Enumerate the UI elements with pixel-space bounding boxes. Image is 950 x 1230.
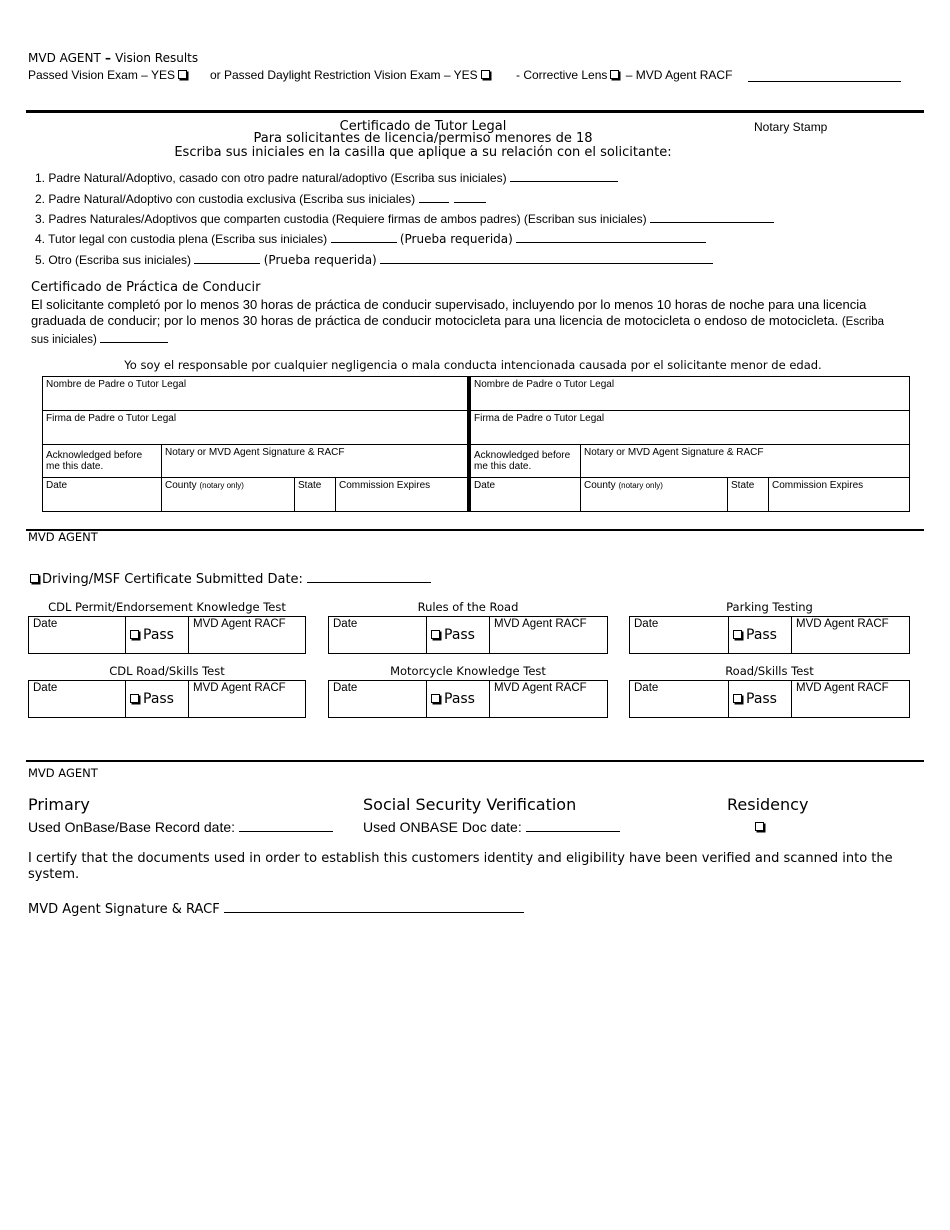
- test-cdl-permit: [28, 600, 306, 654]
- parent-signature-label: Firma de Padre o Tutor Legal: [46, 413, 177, 424]
- ssv-row: [363, 817, 620, 835]
- test-pass-checkbox[interactable]: [427, 681, 490, 718]
- test-date-label: Date: [33, 682, 58, 694]
- notary-signature-label: Notary or MVD Agent Signature & RACF: [165, 447, 345, 458]
- state-field[interactable]: [728, 478, 769, 512]
- initials-field-2[interactable]: [454, 190, 486, 203]
- pass-label: Pass: [444, 691, 475, 707]
- corrective-lens-checkbox[interactable]: [610, 70, 619, 79]
- notary-stamp-label: Notary Stamp: [754, 120, 828, 134]
- test-racf-field[interactable]: [792, 681, 910, 718]
- practice-text: El solicitante completó por lo menos 30 horas de práctica de conducir supervisado, incluyendo por lo menos 10 horas de noche para una licencia graduada de conducir; por lo menos 30 horas de práctica de conducir motocicleta para una licencia de motocicleta o endoso de motocicleta.: [31, 297, 867, 328]
- pass-box: [733, 630, 742, 639]
- divider: [26, 529, 924, 531]
- proof-field[interactable]: [516, 230, 706, 243]
- relationship-item-label: 2. Padre Natural/Adoptivo con custodia exclusiva (Escriba sus iniciales): [35, 192, 416, 206]
- test-racf-field[interactable]: [189, 617, 306, 654]
- parent-name-label: Nombre de Padre o Tutor Legal: [474, 379, 615, 390]
- commission-field[interactable]: [769, 478, 910, 512]
- divider: [26, 760, 924, 762]
- test-date-field[interactable]: [29, 681, 126, 718]
- county-label: County: [584, 480, 616, 491]
- acknowledged-cell: [43, 445, 162, 478]
- table-divider: [467, 376, 470, 511]
- guardian-instructions: Escriba sus iniciales en la casilla que aplique a su relación con el solicitante:: [174, 145, 672, 160]
- initials-field[interactable]: [194, 251, 260, 264]
- commission-field[interactable]: [336, 478, 471, 512]
- guardian-subtitle: Para solicitantes de licencia/permiso menores de 18: [253, 131, 593, 146]
- pass-box: [431, 694, 440, 703]
- pass-box: [431, 630, 440, 639]
- test-racf-label: MVD Agent RACF: [796, 682, 889, 694]
- practice-body: [31, 297, 901, 348]
- state-label: State: [731, 480, 755, 491]
- vision-row: [28, 68, 190, 82]
- test-pass-checkbox[interactable]: [729, 617, 792, 654]
- notary-only-note: (notary only): [199, 481, 244, 490]
- msf-date-field[interactable]: [307, 570, 431, 583]
- county-field[interactable]: [581, 478, 728, 512]
- pass-box: [130, 694, 139, 703]
- county-field[interactable]: [162, 478, 295, 512]
- test-pass-checkbox[interactable]: [729, 681, 792, 718]
- divider: [26, 110, 924, 113]
- agent-signature-row: [28, 899, 524, 917]
- state-label: State: [298, 480, 322, 491]
- parent-signature-table-2: [470, 376, 910, 512]
- notary-date-field[interactable]: [43, 478, 162, 512]
- pass-box: [733, 694, 742, 703]
- initials-field[interactable]: [650, 210, 774, 223]
- test-title: Rules of the Road: [417, 600, 519, 614]
- msf-row: [28, 570, 431, 587]
- test-pass-checkbox[interactable]: [427, 617, 490, 654]
- proof-field[interactable]: [380, 251, 713, 264]
- test-title: CDL Road/Skills Test: [109, 664, 225, 678]
- certify-statement: I certify that the documents used in order to establish this customers identity and eligibility have been verified and scanned into the system.: [28, 851, 893, 882]
- test-motorcycle-knowledge: [328, 664, 608, 718]
- daylight-vision-checkbox[interactable]: [481, 70, 490, 79]
- acknowledged-label: Acknowledged before me this date.: [46, 450, 143, 472]
- test-racf-field[interactable]: [189, 681, 306, 718]
- parent-signature-label: Firma de Padre o Tutor Legal: [474, 413, 605, 424]
- initials-field[interactable]: [331, 230, 397, 243]
- test-racf-field[interactable]: [490, 617, 608, 654]
- parent-signature-field[interactable]: [471, 411, 910, 445]
- relationship-item-label: 1. Padre Natural/Adoptivo, casado con otro padre natural/adoptivo (Escriba sus iniciales): [35, 171, 507, 185]
- test-racf-label: MVD Agent RACF: [193, 618, 286, 630]
- passed-vision-checkbox[interactable]: [178, 70, 187, 79]
- ssv-title: Social Security Verification: [363, 795, 577, 814]
- passed-vision-label: Passed Vision Exam – YES: [28, 68, 175, 82]
- state-field[interactable]: [295, 478, 336, 512]
- parent-name-field[interactable]: [43, 377, 471, 411]
- pass-label: Pass: [746, 691, 777, 707]
- test-date-label: Date: [333, 618, 358, 630]
- test-date-label: Date: [634, 618, 659, 630]
- test-title: Road/Skills Test: [725, 664, 814, 678]
- relationship-item-label: 5. Otro (Escriba sus iniciales): [35, 253, 192, 267]
- test-pass-checkbox[interactable]: [126, 681, 189, 718]
- commission-label: Commission Expires: [772, 480, 864, 491]
- test-date-label: Date: [634, 682, 659, 694]
- notary-only-note: (notary only): [618, 481, 663, 490]
- test-racf-label: MVD Agent RACF: [494, 618, 587, 630]
- responsibility-statement: Yo soy el responsable por cualquier negligencia o mala conducta intencionada causada por el solicitante menor de edad.: [124, 358, 822, 372]
- practice-title: Certificado de Práctica de Conducir: [31, 280, 261, 295]
- tests-section-header: MVD AGENT: [28, 530, 98, 544]
- acknowledged-label: Acknowledged before me this date.: [474, 450, 571, 472]
- primary-row: [28, 817, 333, 835]
- parent-signature-table-1: [42, 376, 471, 512]
- agent-signature-field[interactable]: [224, 899, 524, 913]
- county-label: County: [165, 480, 197, 491]
- date-label: Date: [46, 480, 68, 491]
- vision-header-dash: –: [100, 51, 116, 65]
- vision-racf-field[interactable]: [748, 69, 901, 82]
- parent-name-label: Nombre de Padre o Tutor Legal: [46, 379, 187, 390]
- vision-racf-label: – MVD Agent RACF: [625, 68, 733, 82]
- pass-label: Pass: [143, 691, 174, 707]
- relationship-item-1: [35, 169, 618, 185]
- corrective-row: [516, 68, 732, 82]
- primary-title: Primary: [28, 795, 90, 814]
- test-date-label: Date: [333, 682, 358, 694]
- residency-title: Residency: [727, 795, 809, 814]
- notary-signature-label: Notary or MVD Agent Signature & RACF: [584, 447, 764, 458]
- practice-initials-label: (Escriba sus iniciales): [31, 316, 885, 346]
- relationship-item-label: 4. Tutor legal con custodia plena (Escriba sus iniciales): [35, 232, 328, 246]
- test-parking: [629, 600, 910, 654]
- practice-initials-field[interactable]: [100, 330, 168, 343]
- msf-label: Driving/MSF Certificate Submitted Date:: [42, 572, 303, 587]
- proof-required-label: (Prueba requerida): [399, 232, 513, 246]
- msf-checkbox[interactable]: [30, 574, 39, 583]
- test-date-label: Date: [33, 618, 58, 630]
- verification-header: MVD AGENT: [28, 766, 98, 780]
- test-date-field[interactable]: [329, 681, 427, 718]
- relationship-item-label: 3. Padres Naturales/Adoptivos que comparten custodia (Requiere firmas de ambos padres) (Escriban sus iniciales): [35, 212, 647, 226]
- test-rules-of-road: [328, 600, 608, 654]
- guardian-title: Certificado de Tutor Legal: [339, 119, 507, 134]
- daylight-row: [210, 68, 493, 82]
- test-racf-field[interactable]: [490, 681, 608, 718]
- notary-signature-field[interactable]: [162, 445, 471, 478]
- vision-header-title: Vision Results: [115, 51, 199, 65]
- test-date-field[interactable]: [630, 681, 729, 718]
- acknowledged-cell: [471, 445, 581, 478]
- primary-date-label: Used OnBase/Base Record date:: [28, 819, 236, 835]
- relationship-item-5: [35, 251, 713, 267]
- pass-box: [130, 630, 139, 639]
- test-racf-field[interactable]: [792, 617, 910, 654]
- test-racf-label: MVD Agent RACF: [796, 618, 889, 630]
- relationship-item-4: [35, 230, 706, 246]
- relationship-item-3: [35, 210, 774, 226]
- notary-signature-field[interactable]: [581, 445, 910, 478]
- initials-field[interactable]: [510, 169, 618, 182]
- corrective-lens-label: - Corrective Lens: [516, 68, 608, 82]
- agent-signature-label: MVD Agent Signature & RACF: [28, 902, 220, 917]
- test-title: Motorcycle Knowledge Test: [390, 664, 546, 678]
- vision-header-agent: MVD AGENT: [28, 51, 101, 65]
- test-cdl-road-skills: [28, 664, 306, 718]
- commission-label: Commission Expires: [339, 480, 431, 491]
- vision-header: [28, 51, 198, 65]
- relationship-item-2: [35, 190, 486, 206]
- test-date-field[interactable]: [630, 617, 729, 654]
- residency-checkbox[interactable]: [755, 822, 764, 831]
- test-racf-label: MVD Agent RACF: [193, 682, 286, 694]
- initials-field[interactable]: [419, 190, 449, 203]
- parent-signature-field[interactable]: [43, 411, 471, 445]
- test-pass-checkbox[interactable]: [126, 617, 189, 654]
- primary-date-field[interactable]: [239, 817, 333, 832]
- ssv-date-field[interactable]: [526, 817, 620, 832]
- pass-label: Pass: [746, 627, 777, 643]
- test-title: Parking Testing: [726, 600, 813, 614]
- pass-label: Pass: [143, 627, 174, 643]
- daylight-vision-label: or Passed Daylight Restriction Vision Exam – YES: [210, 68, 478, 82]
- pass-label: Pass: [444, 627, 475, 643]
- notary-date-field[interactable]: [471, 478, 581, 512]
- proof-required-label: (Prueba requerida): [263, 253, 377, 267]
- test-road-skills: [629, 664, 910, 718]
- test-date-field[interactable]: [29, 617, 126, 654]
- test-racf-label: MVD Agent RACF: [494, 682, 587, 694]
- date-label: Date: [474, 480, 496, 491]
- test-date-field[interactable]: [329, 617, 427, 654]
- parent-name-field[interactable]: [471, 377, 910, 411]
- ssv-date-label: Used ONBASE Doc date:: [363, 819, 522, 835]
- test-title: CDL Permit/Endorsement Knowledge Test: [48, 600, 286, 614]
